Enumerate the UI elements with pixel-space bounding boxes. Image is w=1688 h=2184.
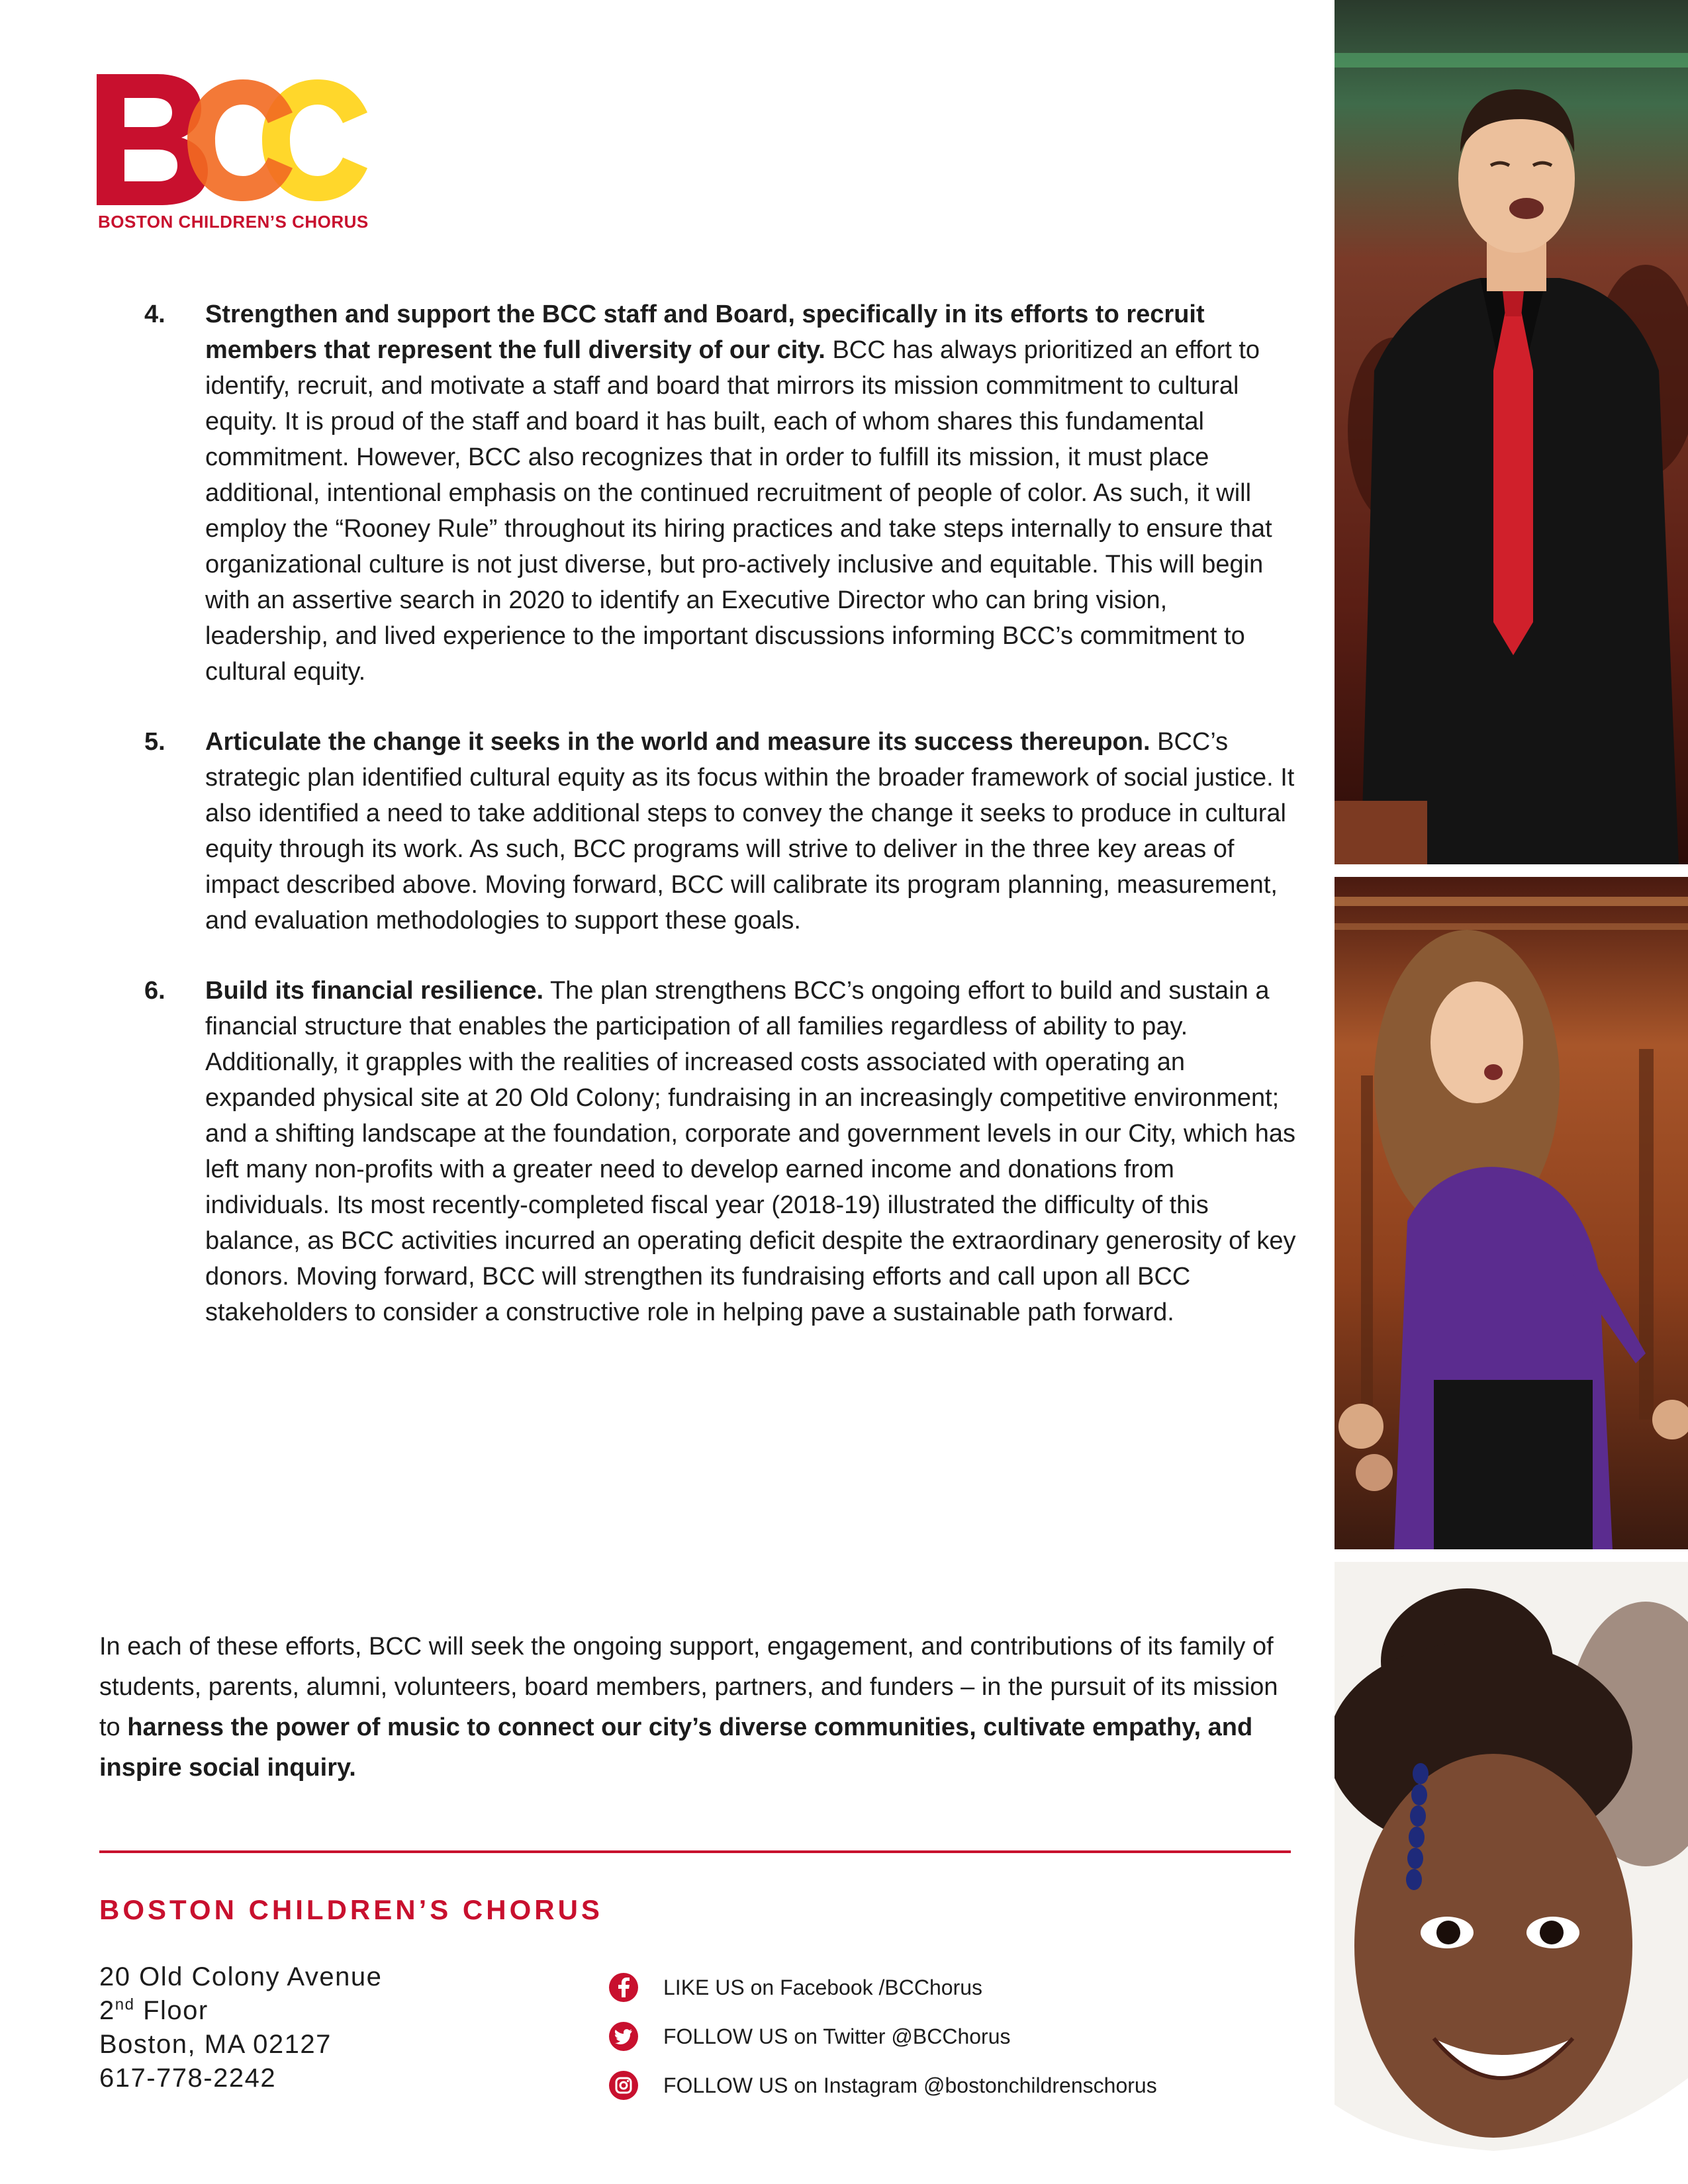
address-street: 20 Old Colony Avenue: [99, 1962, 383, 1991]
list-item-6: [144, 973, 1296, 1330]
address-city: Boston, MA 02127: [99, 2030, 332, 2059]
item-heading: Build its financial resilience.: [205, 977, 544, 1005]
instagram-icon[interactable]: [609, 2071, 638, 2100]
social-facebook[interactable]: [609, 1963, 1271, 2012]
photo-male-singer: [1335, 0, 1688, 864]
floor-word: Floor: [143, 1996, 209, 2025]
social-instagram[interactable]: [609, 2061, 1271, 2110]
address-phone: 617-778-2242: [99, 2064, 277, 2093]
instagram-link-text[interactable]: FOLLOW US on Instagram @bostonchildrenschorus: [663, 2073, 1157, 2097]
twitter-icon[interactable]: [609, 2022, 638, 2051]
footer-org-name: BOSTON CHILDREN’S CHORUS: [99, 1894, 603, 1925]
item-body: The plan strengthens BCC’s ongoing effort to build and sustain a financial structure that enables the participation of all families regardless of ability to pay. Additionally, it grapples with the realities of increased costs associated with operating an expanded physical site at 20 Old Colony; fundraising in an increasingly competitive environment; and a shifting landscape at the foundation, corporate and government levels in our City, which has left many non-profits with a greater need to develop earned income and donations from individuals. Its most recently-completed fiscal year (2018-19) illustrated the difficulty of this balance, as BCC activities incurred an operating deficit despite the extraordinary generosity of key donors. Moving forward, BCC will strengthen its fundraising efforts and call upon all BCC stakeholders to consider a constructive role in helping pave a sustainable path forward.: [205, 977, 1296, 1326]
social-links: [609, 1963, 1271, 2110]
photo-column: [1335, 0, 1688, 2184]
facebook-link-text[interactable]: LIKE US on Facebook /BCChorus: [663, 1975, 983, 1999]
closing-paragraph: [99, 1627, 1297, 1788]
item-heading: Articulate the change it seeks in the world and measure its success thereupon.: [205, 728, 1150, 756]
bcc-logo: [97, 71, 375, 237]
item-text: [205, 973, 1296, 1330]
floor-number: 2: [99, 1996, 115, 2025]
list-item-4: [144, 296, 1296, 690]
facebook-icon[interactable]: [609, 1973, 638, 2002]
item-number: 4.: [144, 300, 165, 328]
item-body: BCC’s strategic plan identified cultural equity as its focus within the broader framework of social justice. It also identified a need to take additional steps to convey the change it seeks to produce in cultural equity through its work. As such, BCC programs will strive to deliver in the three key areas of impact described above. Moving forward, BCC will calibrate its program planning, measurement, and evaluation methodologies to support these goals.: [205, 728, 1295, 934]
twitter-link-text[interactable]: FOLLOW US on Twitter @BCChorus: [663, 2024, 1011, 2048]
item-heading: Strengthen and support the BCC staff and Board, specifically in its efforts to recruit members that represent the full diversity of our city.: [205, 300, 1205, 364]
strategy-list: [144, 296, 1296, 1365]
social-twitter[interactable]: [609, 2012, 1271, 2061]
photo-female-singer: [1335, 877, 1688, 1549]
floor-suffix: nd: [115, 1995, 135, 2014]
item-text: [205, 296, 1296, 690]
list-item-5: [144, 724, 1296, 938]
footer-divider: [99, 1850, 1291, 1853]
address-floor: [99, 1994, 382, 2028]
closing-mission: harness the power of music to connect our city’s diverse communities, cultivate empathy, and inspire social inquiry.: [99, 1713, 1253, 1782]
photo-child-smiling: [1335, 1562, 1688, 2184]
item-body: BCC has always prioritized an effort to identify, recruit, and motivate a staff and board that mirrors its mission commitment to cultural equity. It is proud of the staff and board it has built, each of whom shares this fundamental commitment. However, BCC also recognizes that in order to fulfill its mission, it must place additional, intentional emphasis on the continued recruitment of people of color. As such, it will employ the “Rooney Rule” throughout its hiring practices and take steps internally to ensure that organizational culture is not just diverse, but pro-actively inclusive and equitable. This will begin with an assertive search in 2020 to identify an Executive Director who can bring vision, leadership, and lived experience to the important discussions informing BCC’s commitment to cultural equity.: [205, 336, 1272, 686]
footer-address: [99, 1960, 382, 2095]
logo-org-name: BOSTON CHILDREN’S CHORUS: [98, 212, 369, 232]
item-number: 5.: [144, 728, 165, 756]
item-number: 6.: [144, 977, 165, 1005]
bcc-logo-letters: [97, 71, 375, 207]
item-text: [205, 724, 1296, 938]
closing-text: In each of these efforts, BCC will seek the ongoing support, engagement, and contributions of its family of students, parents, alumni, volunteers, board members, partners, and funders – in the pursuit of its mission to: [99, 1633, 1278, 1741]
